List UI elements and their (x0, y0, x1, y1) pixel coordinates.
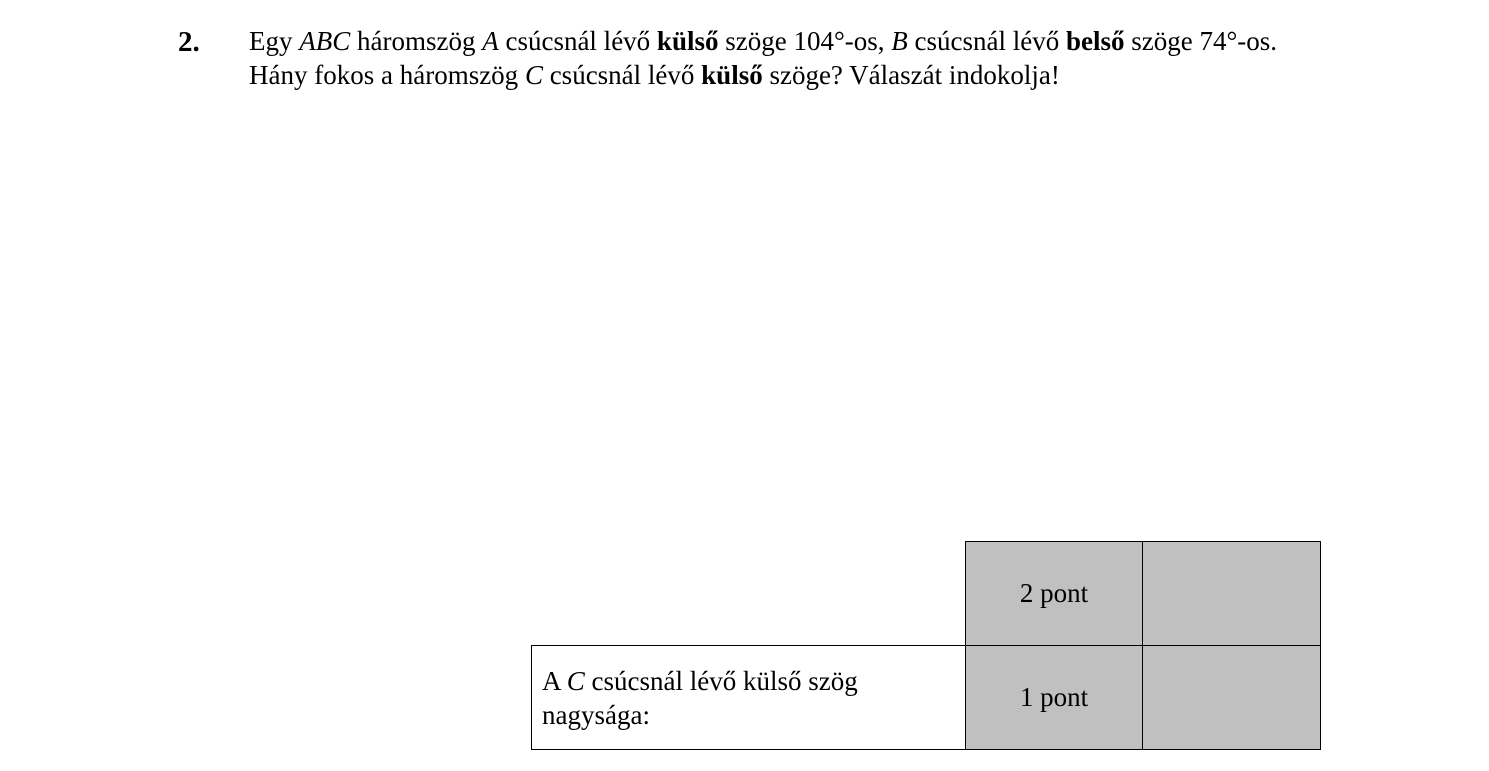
vertex-c: C (524, 60, 543, 90)
vertex-a: A (482, 26, 499, 56)
text-segment: csúcsnál lévő (498, 26, 657, 56)
text-segment: szöge 74°-os. (1124, 26, 1277, 56)
vertex-b: B (891, 26, 908, 56)
text-segment: csúcsnál lévő (907, 26, 1066, 56)
answer-label-text: A (542, 665, 567, 696)
max-points-cell: 1 pont (966, 646, 1143, 750)
text-segment: Egy (249, 26, 300, 56)
answer-label-text: csúcsnál lévő külső szög nagysága: (542, 665, 858, 730)
problem-sentence-1 (249, 24, 1329, 58)
triangle-name: ABC (299, 26, 351, 56)
vertex-c: C (566, 665, 585, 696)
exterior-keyword: külső (701, 60, 763, 90)
text-segment: háromszög (350, 26, 483, 56)
text-segment: Hány fokos a háromszög (249, 60, 525, 90)
answer-label-cell (532, 646, 966, 750)
earned-points-cell[interactable] (1143, 542, 1321, 646)
problem-number: 2. (178, 26, 200, 58)
score-row-reasoning (532, 542, 1321, 646)
interior-keyword: belső (1065, 26, 1125, 56)
text-segment: csúcsnál lévő (542, 60, 702, 90)
text-segment: szöge 104°-os, (718, 26, 892, 56)
exterior-keyword: külső (656, 26, 719, 56)
max-points-cell: 2 pont (966, 542, 1143, 646)
problem-statement (249, 24, 1329, 92)
problem-sentence-2 (249, 58, 1329, 92)
score-row-answer (532, 646, 1321, 750)
earned-points-cell[interactable] (1143, 646, 1321, 750)
text-segment: szöge? Válaszát indokolja! (762, 60, 1060, 90)
score-table (531, 541, 1321, 750)
empty-cell (532, 542, 966, 646)
